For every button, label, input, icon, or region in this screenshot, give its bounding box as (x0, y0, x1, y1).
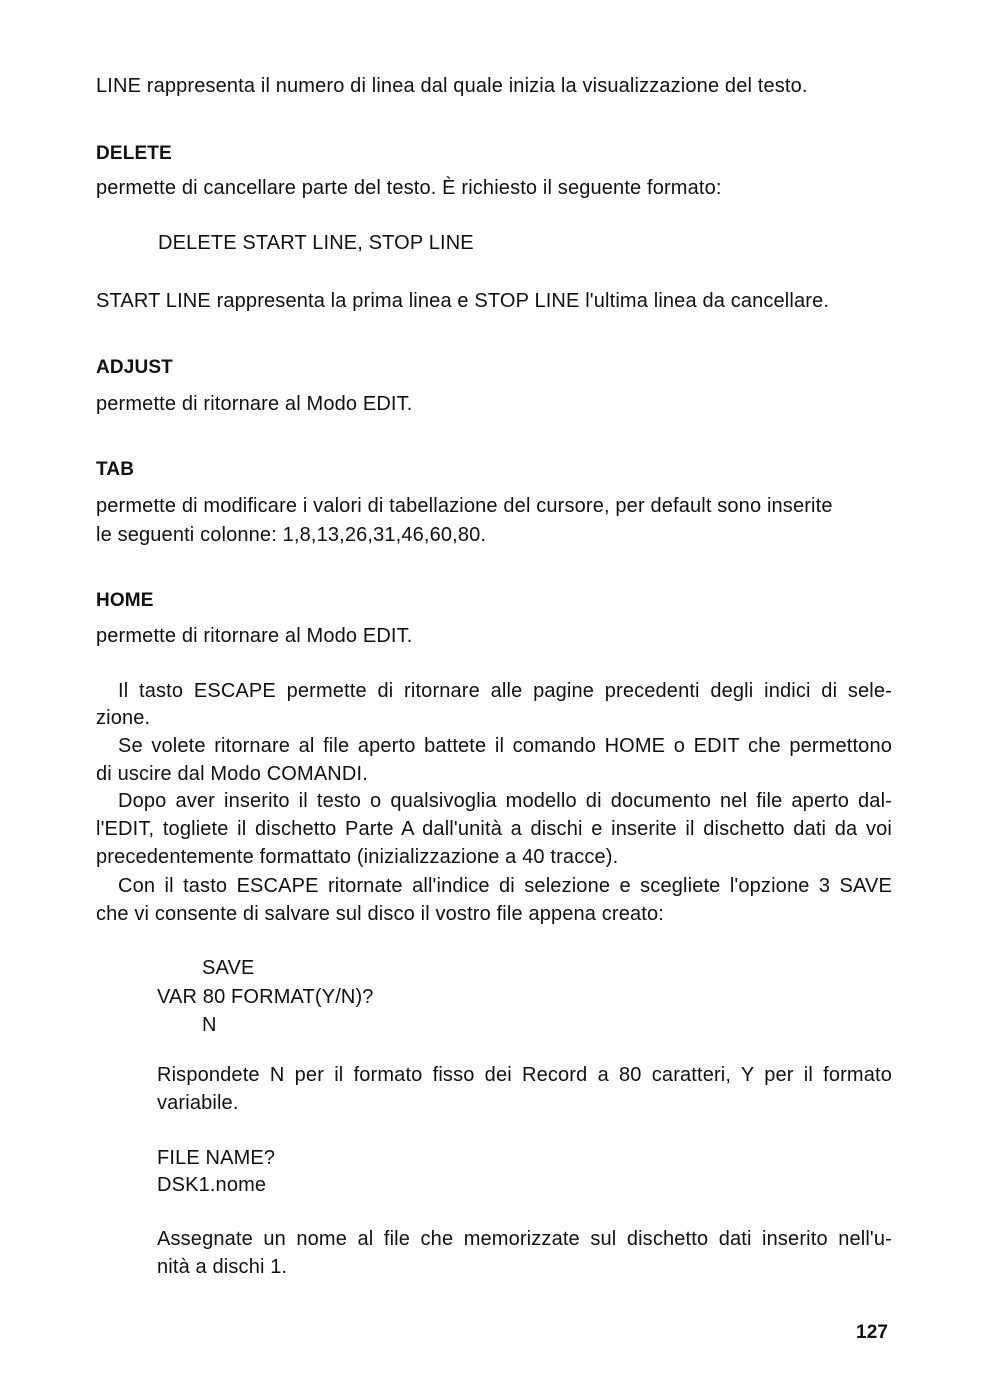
tab-description-line2: le seguenti colonne: 1,8,13,26,31,46,60,80. (96, 524, 487, 546)
save-prompt: SAVE (202, 957, 255, 979)
format-explanation-line2: variabile. (157, 1092, 239, 1114)
line-description: LINE rappresenta il numero di linea dal quale inizia la visualizzazione del testo. (96, 75, 808, 97)
page-number: 127 (856, 1322, 889, 1343)
filename-value: DSK1.nome (157, 1174, 267, 1196)
return-paragraph-line1: Se volete ritornare al file aperto battete il comando HOME o EDIT che permettono (118, 735, 892, 757)
format-prompt: VAR 80 FORMAT(Y/N)? (157, 986, 374, 1008)
escape-save-paragraph-line2: che vi consente di salvare sul disco il vostro file appena creato: (96, 903, 664, 925)
save-paragraph-line1: Dopo aver inserito il testo o qualsivoglia modello di documento nel file aperto dal- (118, 790, 892, 812)
tab-description-line1: permette di modificare i valori di tabellazione del cursore, per default sono inserite (96, 495, 833, 517)
adjust-heading: ADJUST (96, 357, 173, 378)
filename-explanation-line1: Assegnate un nome al file che memorizzate sul dischetto dati inserito nell'u- (157, 1228, 892, 1250)
home-heading: HOME (96, 590, 154, 611)
adjust-description: permette di ritornare al Modo EDIT. (96, 393, 413, 415)
delete-format: DELETE START LINE, STOP LINE (158, 232, 474, 254)
format-answer: N (202, 1014, 217, 1036)
return-paragraph-line2: di uscire dal Modo COMANDI. (96, 763, 368, 785)
format-explanation-line1: Rispondete N per il formato fisso dei Record a 80 caratteri, Y per il formato (157, 1064, 892, 1086)
escape-paragraph-line2: zione. (96, 707, 151, 729)
home-description: permette di ritornare al Modo EDIT. (96, 625, 413, 647)
delete-note: START LINE rappresenta la prima linea e STOP LINE l'ultima linea da cancellare. (96, 290, 830, 312)
delete-heading: DELETE (96, 143, 172, 164)
delete-description: permette di cancellare parte del testo. È richiesto il seguente formato: (96, 177, 722, 199)
filename-prompt: FILE NAME? (157, 1147, 276, 1169)
save-paragraph-line2: l'EDIT, togliete il dischetto Parte A dall'unità a dischi e inserite il dischetto dati da voi (96, 818, 892, 840)
filename-explanation-line2: nità a dischi 1. (157, 1256, 288, 1278)
escape-paragraph-line1: Il tasto ESCAPE permette di ritornare alle pagine precedenti degli indici di sele- (118, 680, 892, 702)
save-paragraph-line3: precedentemente formattato (inizializzazione a 40 tracce). (96, 846, 619, 868)
escape-save-paragraph-line1: Con il tasto ESCAPE ritornate all'indice di selezione e scegliete l'opzione 3 SAVE (118, 875, 892, 897)
tab-heading: TAB (96, 459, 135, 480)
